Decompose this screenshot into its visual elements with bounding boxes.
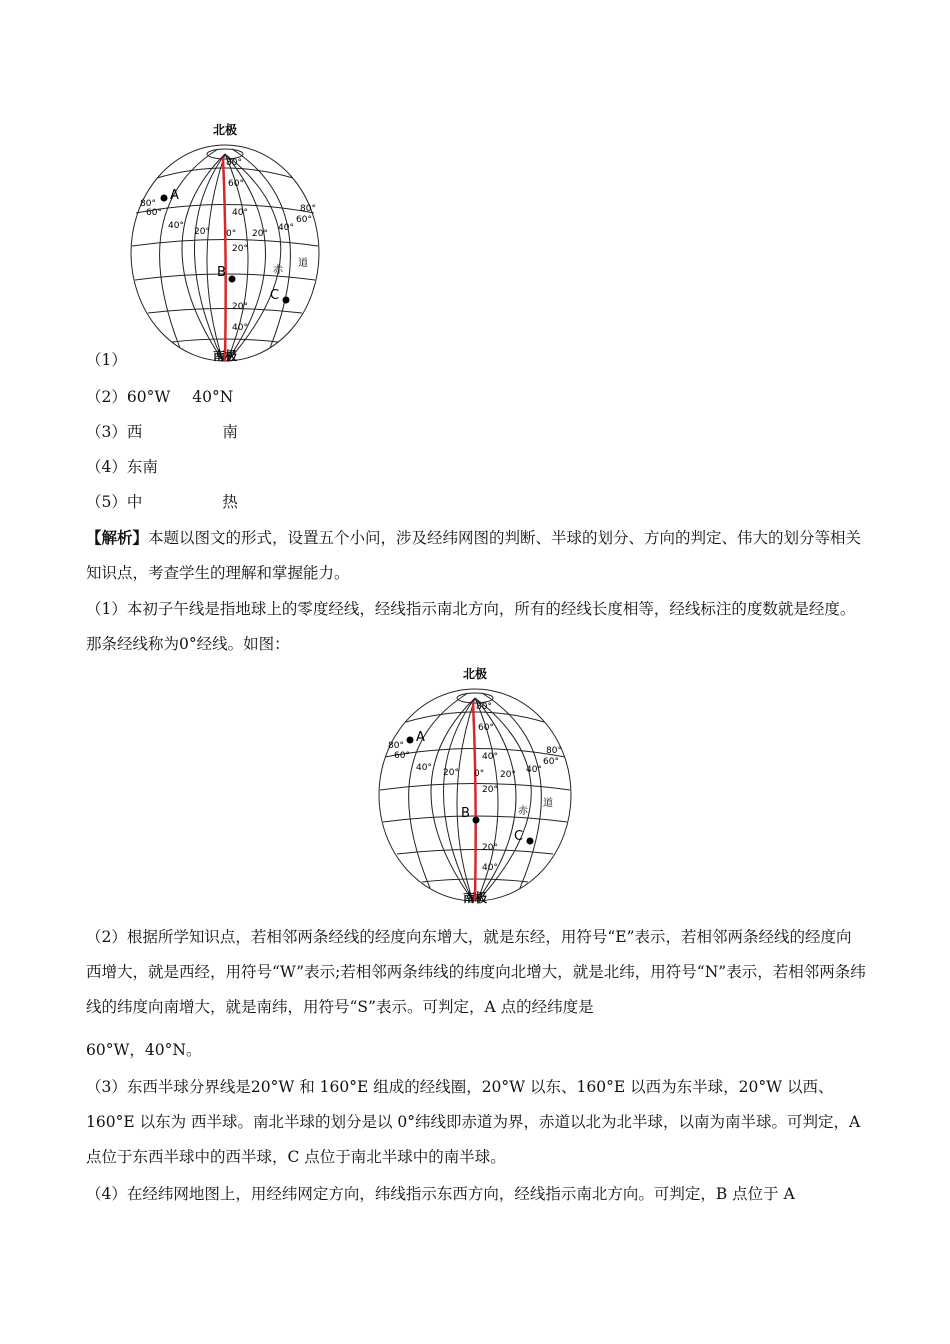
equator-char-1-2: 赤 [518,806,528,817]
lat-label-60-2: 60° [478,723,494,733]
answer-4: （4）东南 [86,458,158,476]
answer-5-value-1: 中 [126,493,143,511]
north-pole-label-2: 北极 [463,667,488,681]
left-label-80-2: 80° [388,741,404,751]
analysis-part-1: （1）本初子午线是指地球上的零度经线，经线指示南北方向，所有的经线长度相等，经线标注的度数就是经度。那条经线称为0°经线。如图： [86,600,856,653]
point-a-label-2: A [416,730,425,745]
right-label-40: 40° [278,223,294,233]
lat-label-20s: 20° [232,302,248,312]
right-label-20-2: 20° [500,770,516,780]
south-pole-label-2: 南极 [463,891,488,905]
analysis-part-3: （3）东西半球分界线是20°W 和 160°E 组成的经线圈，20°W 以东、160°E 以西为东半球，20°W 以西、160°E 以东为 西半球。南北半球的划分是以 0°纬线即赤道为界，赤道以北为北半球，以南为南半球。可判定，A 点位于东西半球中的西半球，C 点位于南北半球中的南半球。 [86,1078,861,1166]
lat-label-60: 60° [228,179,244,189]
analysis-part-2b: 60°W，40°N。 [86,1041,202,1059]
point-c-label: C [270,288,280,303]
lat-label-0-2: 0° [474,769,485,779]
answer-5-prefix: （5） [86,493,127,511]
lat-label-40s-2: 40° [482,863,498,873]
lat-label-40s: 40° [232,323,248,333]
answer-2-value-2: 40°N [192,388,234,406]
right-label-60-2: 60° [543,757,559,767]
right-label-20: 20° [252,229,268,239]
left-label-20-2: 20° [443,768,459,778]
lat-label-20s-2: 20° [482,843,498,853]
point-a [161,195,168,202]
point-b-2 [473,817,480,824]
point-b [229,276,236,283]
globe-diagram [120,118,330,368]
equator-char-2-2: 道 [543,798,553,809]
lat-label-0-top: 0° [226,229,237,239]
left-label-40-2: 40° [416,763,432,773]
lat-label-40: 40° [232,208,248,218]
right-label-80-2: 80° [546,746,562,756]
answer-2-value-1: 60°W [126,388,171,406]
left-label-60-2: 60° [394,751,410,761]
answer-3-value-2: 南 [222,423,238,441]
south-pole-label: 南极 [213,349,238,363]
globe-figure-1 [120,118,330,368]
analysis-intro-text: 本题以图文的形式，设置五个小问，涉及经纬网图的判断、半球的划分、方向的判定、伟大的划分等相关知识点，考查学生的理解和掌握能力。 [86,529,862,582]
analysis-intro [86,520,866,591]
point-a-label: A [170,188,179,203]
globe-diagram-2 [368,662,583,908]
analysis-label: 【解析】 [86,528,149,547]
point-c [283,297,290,304]
answer-5-value-2: 热 [222,493,238,511]
answer-2 [86,387,233,407]
point-b-label-2: B [461,806,470,821]
answer-5 [86,492,238,512]
left-label-40: 40° [168,221,184,231]
north-pole-label: 北极 [213,123,238,137]
right-label-40-2: 40° [526,765,542,775]
point-b-label: B [217,265,226,280]
point-a-2 [407,737,414,744]
prime-meridian-2 [473,702,476,901]
lat-label-20n: 20° [232,244,248,254]
point-c-label-2: C [514,829,524,844]
answer-2-prefix: （2） [86,388,127,406]
prime-meridian [223,158,226,361]
left-label-80: 80° [140,199,156,209]
lat-label-80: 80° [226,158,242,168]
right-label-80: 80° [300,204,316,214]
left-label-60: 60° [146,208,162,218]
equator-char-2: 道 [298,258,308,269]
left-label-20: 20° [194,227,210,237]
equator-char-1: 赤 [273,265,283,276]
lat-label-40-2: 40° [482,752,498,762]
point-c-2 [527,838,534,845]
globe-figure-2 [368,662,583,908]
right-label-60: 60° [296,215,312,225]
answer-3 [86,422,238,442]
answer-3-value-1: 西 [126,423,143,441]
lat-label-80-2: 80° [476,702,492,712]
analysis-part-2: （2）根据所学知识点，若相邻两条经线的经度向东增大，就是东经，用符号“E”表示，若相邻两条经线的经度向西增大，就是西经，用符号“W”表示;若相邻两条纬线的纬度向北增大，就是北纬，用符号“N”表示，若相邻两条纬线的纬度向南增大，就是南纬，用符号“S”表示。可判定，A 点的经纬度是 [86,928,866,1016]
answer-3-prefix: （3） [86,423,127,441]
analysis-part-4: （4）在经纬网地图上，用经纬网定方向，纬线指示东西方向，经线指示南北方向。可判定，B 点位于 A [86,1185,795,1203]
answer-1: （1） [86,351,127,369]
lat-label-20n-2: 20° [482,785,498,795]
